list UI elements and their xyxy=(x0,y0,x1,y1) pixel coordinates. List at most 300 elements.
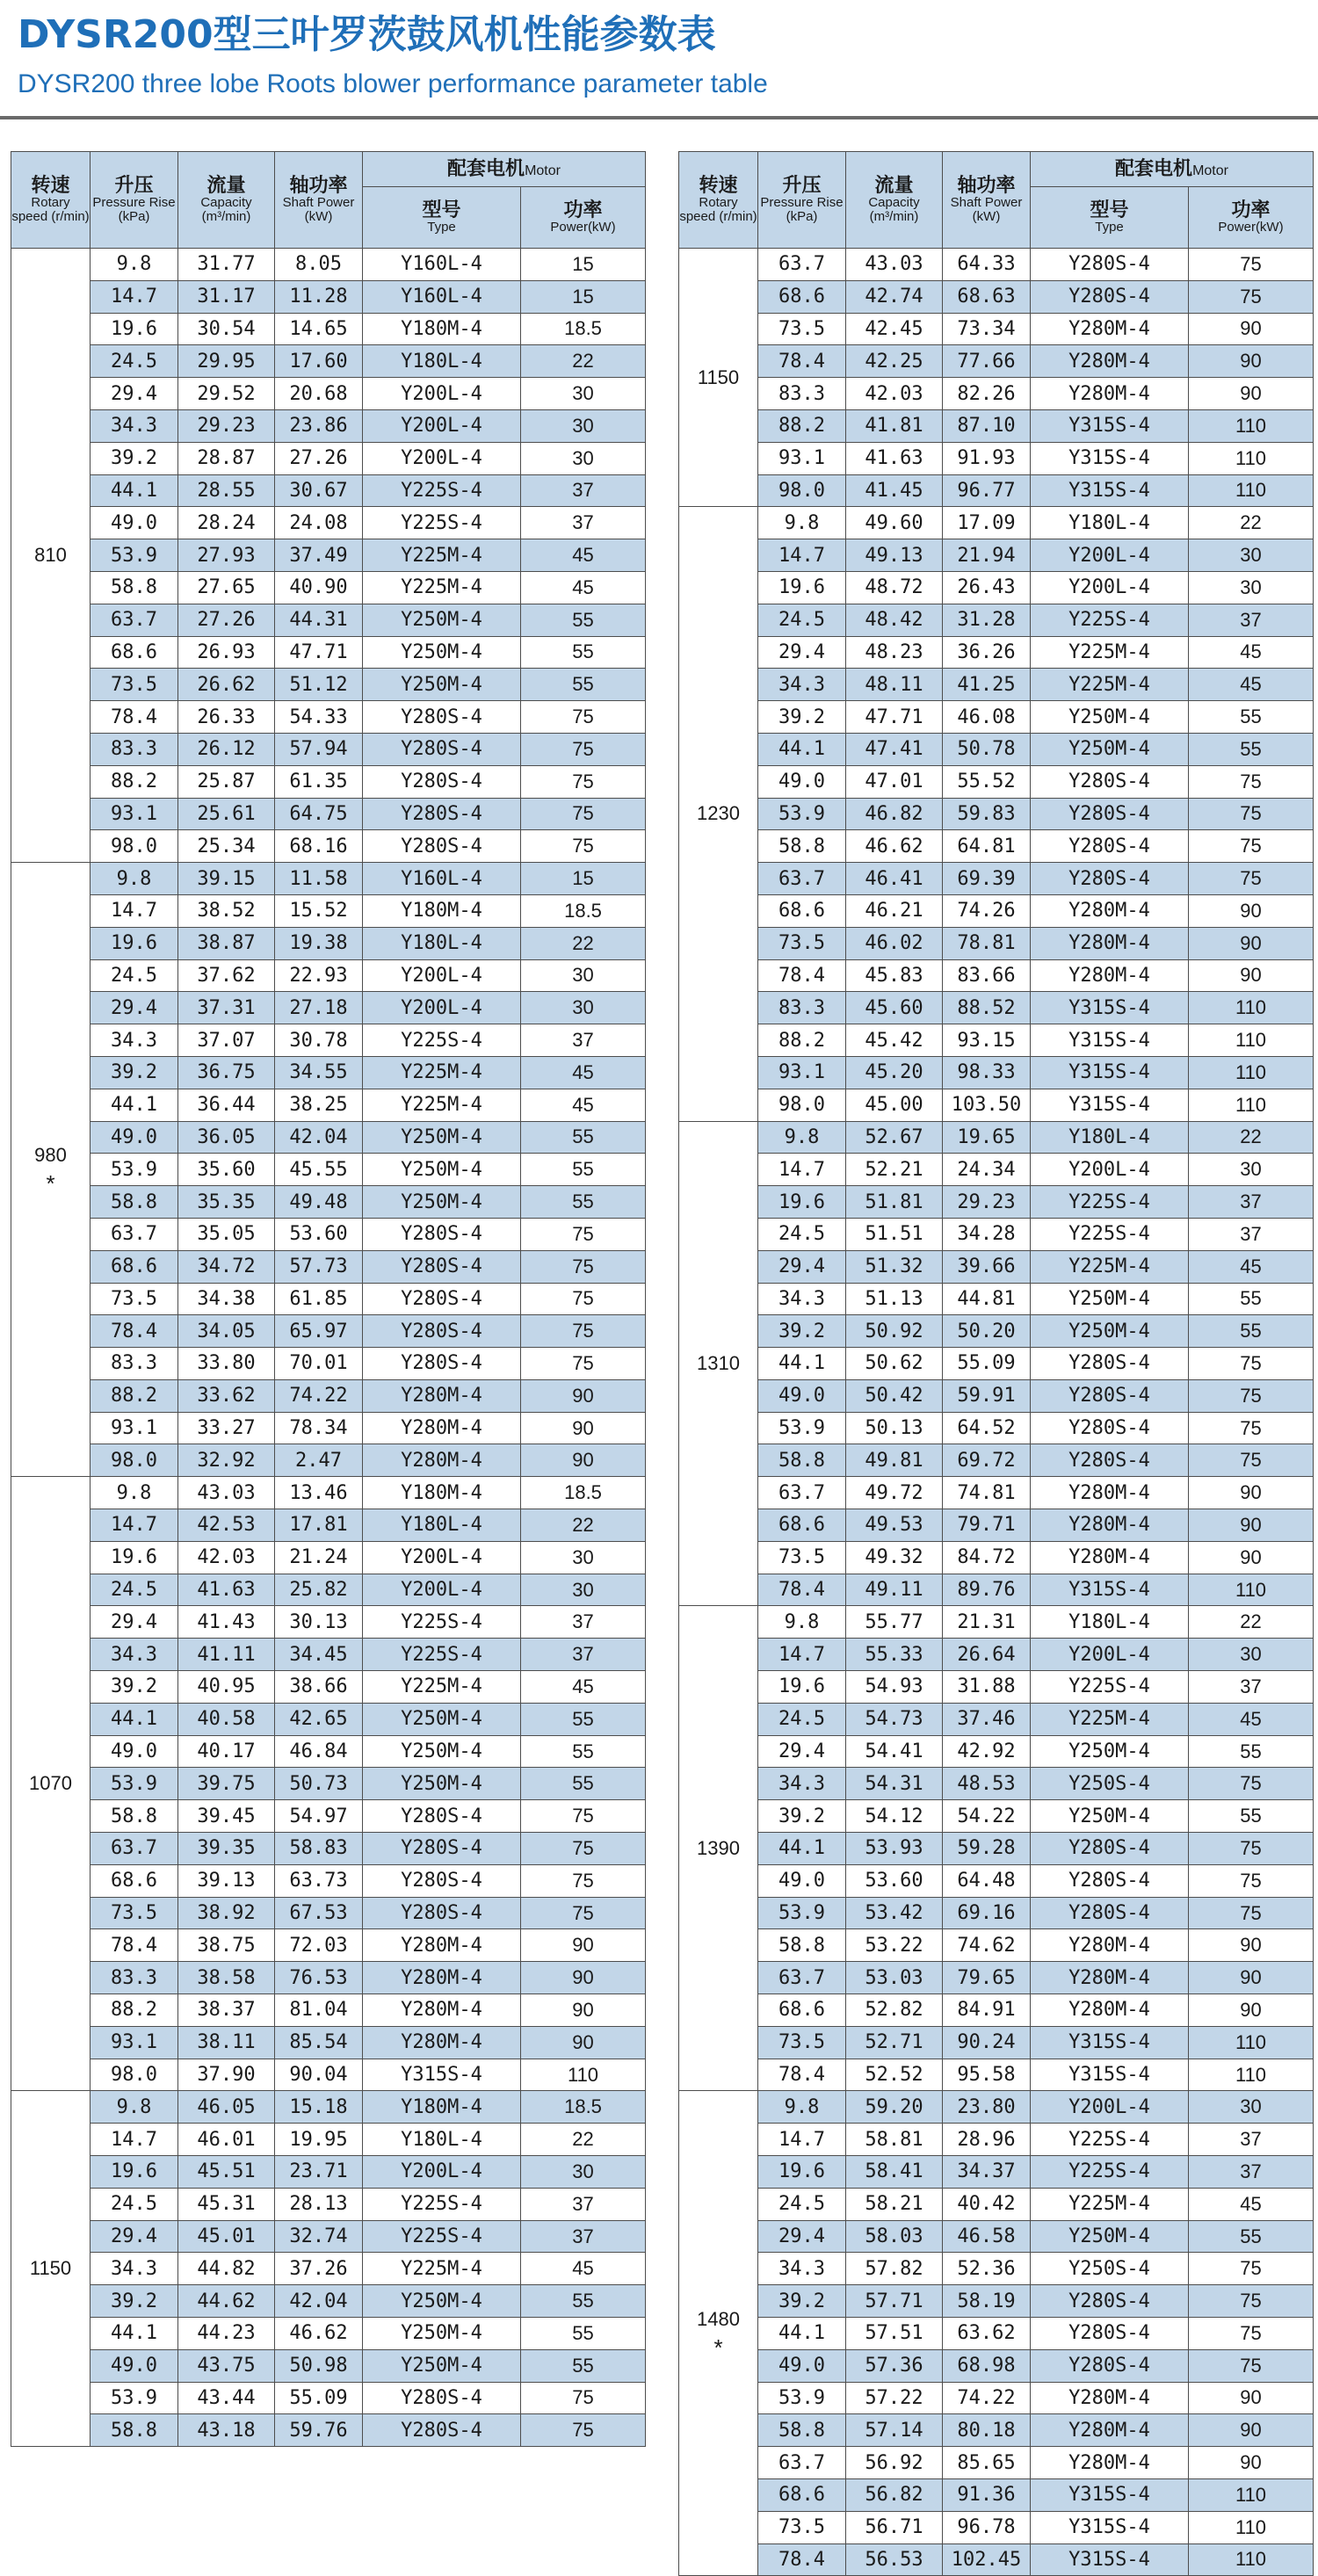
capacity-cell: 43.18 xyxy=(178,2414,275,2447)
page-title: DYSR200型三叶罗茨鼓风机性能参数表 xyxy=(18,12,716,57)
motor-type-cell: Y280S-4 xyxy=(1031,798,1189,830)
pressure-rise-cell: 83.3 xyxy=(758,992,846,1024)
motor-type-cell: Y250M-4 xyxy=(1031,701,1189,734)
motor-type-cell: Y280M-4 xyxy=(1031,2382,1189,2414)
shaft-power-cell: 47.71 xyxy=(275,636,363,669)
table-row xyxy=(11,669,646,701)
motor-type-cell: Y315S-4 xyxy=(1031,992,1189,1024)
motor-type-cell: Y280M-4 xyxy=(363,1929,521,1962)
capacity-cell: 50.13 xyxy=(846,1412,943,1444)
rotary-speed-cell xyxy=(679,507,758,1121)
capacity-cell: 52.21 xyxy=(846,1154,943,1186)
motor-type-cell: Y200L-4 xyxy=(363,409,521,442)
table-row xyxy=(11,313,646,345)
motor-type-cell: Y280S-4 xyxy=(363,1864,521,1897)
capacity-cell: 41.43 xyxy=(178,1606,275,1639)
motor-power-cell: 90 xyxy=(521,1962,646,1994)
table-row xyxy=(11,863,646,895)
table-row xyxy=(679,2253,1314,2285)
table-row xyxy=(11,1606,646,1639)
motor-type-cell: Y280S-4 xyxy=(363,1218,521,1250)
pressure-rise-cell: 44.1 xyxy=(91,2318,178,2350)
table-row xyxy=(679,2026,1314,2059)
capacity-cell: 43.03 xyxy=(178,1477,275,1509)
motor-power-cell: 90 xyxy=(1189,2382,1314,2414)
capacity-cell: 56.53 xyxy=(846,2543,943,2576)
motor-power-cell: 37 xyxy=(521,474,646,507)
motor-type-cell: Y225S-4 xyxy=(363,1024,521,1057)
shaft-power-cell: 93.15 xyxy=(943,1024,1031,1057)
rotary-speed-value: 810 xyxy=(34,544,67,567)
pressure-rise-cell: 19.6 xyxy=(91,1541,178,1574)
shaft-power-cell: 37.26 xyxy=(275,2253,363,2285)
table-row xyxy=(679,2220,1314,2253)
shaft-power-cell: 21.31 xyxy=(943,1606,1031,1639)
shaft-power-cell: 23.80 xyxy=(943,2091,1031,2124)
motor-power-cell: 45 xyxy=(1189,636,1314,669)
pressure-rise-cell: 49.0 xyxy=(91,1735,178,1768)
shaft-power-cell: 48.53 xyxy=(943,1768,1031,1800)
motor-type-cell: Y280S-4 xyxy=(1031,830,1189,863)
pressure-rise-cell: 34.3 xyxy=(91,1024,178,1057)
table-row xyxy=(679,2414,1314,2447)
capacity-cell: 57.14 xyxy=(846,2414,943,2447)
shaft-power-cell: 64.75 xyxy=(275,798,363,830)
shaft-power-cell: 85.65 xyxy=(943,2447,1031,2479)
table-row xyxy=(11,1121,646,1154)
motor-type-cell: Y225S-4 xyxy=(363,2188,521,2220)
capacity-cell: 45.60 xyxy=(846,992,943,1024)
pressure-rise-cell: 29.4 xyxy=(91,992,178,1024)
capacity-cell: 56.82 xyxy=(846,2478,943,2511)
shaft-power-cell: 44.31 xyxy=(275,604,363,636)
motor-type-cell: Y250M-4 xyxy=(363,669,521,701)
capacity-cell: 31.77 xyxy=(178,249,275,281)
capacity-cell: 25.61 xyxy=(178,798,275,830)
shaft-power-cell: 32.74 xyxy=(275,2220,363,2253)
motor-power-cell: 75 xyxy=(521,701,646,734)
table-row xyxy=(11,2091,646,2124)
motor-type-cell: Y315S-4 xyxy=(1031,2478,1189,2511)
table-row xyxy=(679,2124,1314,2156)
capacity-cell: 38.11 xyxy=(178,2026,275,2059)
table-row xyxy=(11,2059,646,2091)
table-row xyxy=(679,1639,1314,1671)
pressure-rise-cell: 39.2 xyxy=(91,1056,178,1089)
pressure-rise-cell: 29.4 xyxy=(91,2220,178,2253)
title-divider xyxy=(0,116,1318,119)
capacity-cell: 55.77 xyxy=(846,1606,943,1639)
motor-type-cell: Y250M-4 xyxy=(1031,1800,1189,1833)
capacity-cell: 35.35 xyxy=(178,1186,275,1219)
motor-type-cell: Y280S-4 xyxy=(1031,1444,1189,1477)
capacity-cell: 50.92 xyxy=(846,1315,943,1348)
pressure-rise-cell: 63.7 xyxy=(91,1833,178,1865)
table-row xyxy=(11,959,646,992)
shaft-power-cell: 74.26 xyxy=(943,894,1031,927)
table-row xyxy=(11,1639,646,1671)
motor-type-cell: Y280M-4 xyxy=(1031,1541,1189,1574)
pressure-rise-cell: 73.5 xyxy=(91,1283,178,1315)
capacity-cell: 49.13 xyxy=(846,539,943,572)
motor-type-cell: Y315S-4 xyxy=(1031,2059,1189,2091)
capacity-cell: 50.42 xyxy=(846,1379,943,1412)
motor-power-cell: 75 xyxy=(521,1833,646,1865)
motor-power-cell: 37 xyxy=(521,1606,646,1639)
table-row xyxy=(679,636,1314,669)
shaft-power-cell: 40.90 xyxy=(275,571,363,604)
pressure-rise-cell: 78.4 xyxy=(91,1315,178,1348)
pressure-rise-cell: 44.1 xyxy=(758,1833,846,1865)
pressure-rise-cell: 68.6 xyxy=(758,1994,846,2027)
shaft-power-cell: 80.18 xyxy=(943,2414,1031,2447)
motor-power-cell: 30 xyxy=(1189,571,1314,604)
motor-type-cell: Y280M-4 xyxy=(1031,345,1189,378)
shaft-power-cell: 42.92 xyxy=(943,1735,1031,1768)
motor-type-cell: Y280S-4 xyxy=(363,2414,521,2447)
shaft-power-cell: 17.81 xyxy=(275,1509,363,1542)
pressure-rise-cell: 98.0 xyxy=(758,1089,846,1121)
left-table-wrapper xyxy=(11,151,646,2447)
motor-power-cell: 30 xyxy=(521,1541,646,1574)
motor-type-cell: Y250M-4 xyxy=(1031,1735,1189,1768)
capacity-cell: 35.60 xyxy=(178,1154,275,1186)
shaft-power-cell: 96.77 xyxy=(943,474,1031,507)
pressure-rise-cell: 29.4 xyxy=(758,636,846,669)
pressure-rise-cell: 44.1 xyxy=(91,474,178,507)
table-row xyxy=(679,1056,1314,1089)
table-row xyxy=(679,927,1314,959)
motor-type-cell: Y225S-4 xyxy=(1031,604,1189,636)
motor-type-cell: Y250M-4 xyxy=(1031,1283,1189,1315)
pressure-rise-cell: 9.8 xyxy=(758,1606,846,1639)
table-row xyxy=(11,2349,646,2382)
motor-power-cell: 75 xyxy=(1189,1864,1314,1897)
shaft-power-cell: 21.94 xyxy=(943,539,1031,572)
motor-power-cell: 22 xyxy=(1189,507,1314,539)
capacity-cell: 57.51 xyxy=(846,2318,943,2350)
motor-power-cell: 75 xyxy=(521,798,646,830)
capacity-cell: 56.92 xyxy=(846,2447,943,2479)
performance-table-left xyxy=(11,151,646,2447)
shaft-power-cell: 96.78 xyxy=(943,2511,1031,2543)
table-row xyxy=(679,1121,1314,1154)
pressure-rise-cell: 44.1 xyxy=(758,2318,846,2350)
recommended-star-mark: * xyxy=(713,2334,723,2361)
motor-power-cell: 75 xyxy=(1189,830,1314,863)
pressure-rise-cell: 73.5 xyxy=(758,2026,846,2059)
motor-type-cell: Y225M-4 xyxy=(363,1056,521,1089)
table-row xyxy=(679,1994,1314,2027)
motor-type-cell: Y200L-4 xyxy=(363,378,521,410)
motor-type-cell: Y280S-4 xyxy=(1031,1348,1189,1380)
header-motor: 配套电机Motor xyxy=(1031,152,1314,187)
capacity-cell: 45.31 xyxy=(178,2188,275,2220)
shaft-power-cell: 63.62 xyxy=(943,2318,1031,2350)
shaft-power-cell: 73.34 xyxy=(943,313,1031,345)
pressure-rise-cell: 34.3 xyxy=(758,1283,846,1315)
shaft-power-cell: 54.22 xyxy=(943,1800,1031,1833)
pressure-rise-cell: 78.4 xyxy=(758,345,846,378)
motor-power-cell: 110 xyxy=(1189,2511,1314,2543)
motor-power-cell: 30 xyxy=(1189,1639,1314,1671)
pressure-rise-cell: 14.7 xyxy=(91,280,178,313)
shaft-power-cell: 74.22 xyxy=(943,2382,1031,2414)
motor-power-cell: 75 xyxy=(521,1218,646,1250)
table-row xyxy=(679,2188,1314,2220)
table-row xyxy=(679,1024,1314,1057)
motor-power-cell: 18.5 xyxy=(521,894,646,927)
shaft-power-cell: 13.46 xyxy=(275,1477,363,1509)
shaft-power-cell: 74.81 xyxy=(943,1477,1031,1509)
capacity-cell: 39.13 xyxy=(178,1864,275,1897)
motor-power-cell: 75 xyxy=(521,2414,646,2447)
capacity-cell: 49.11 xyxy=(846,1574,943,1606)
capacity-cell: 48.42 xyxy=(846,604,943,636)
pressure-rise-cell: 63.7 xyxy=(91,1218,178,1250)
pressure-rise-cell: 49.0 xyxy=(91,2349,178,2382)
pressure-rise-cell: 14.7 xyxy=(91,2124,178,2156)
table-row xyxy=(679,2382,1314,2414)
shaft-power-cell: 36.26 xyxy=(943,636,1031,669)
motor-power-cell: 75 xyxy=(1189,1833,1314,1865)
capacity-cell: 44.23 xyxy=(178,2318,275,2350)
shaft-power-cell: 85.54 xyxy=(275,2026,363,2059)
capacity-cell: 34.38 xyxy=(178,1283,275,1315)
capacity-cell: 42.03 xyxy=(178,1541,275,1574)
pressure-rise-cell: 78.4 xyxy=(758,1574,846,1606)
shaft-power-cell: 57.94 xyxy=(275,733,363,765)
pressure-rise-cell: 24.5 xyxy=(91,1574,178,1606)
motor-type-cell: Y315S-4 xyxy=(1031,1056,1189,1089)
pressure-rise-cell: 68.6 xyxy=(758,280,846,313)
motor-power-cell: 75 xyxy=(1189,1348,1314,1380)
motor-power-cell: 110 xyxy=(1189,2026,1314,2059)
motor-type-cell: Y160L-4 xyxy=(363,280,521,313)
pressure-rise-cell: 34.3 xyxy=(91,409,178,442)
motor-type-cell: Y200L-4 xyxy=(1031,539,1189,572)
shaft-power-cell: 27.18 xyxy=(275,992,363,1024)
capacity-cell: 54.31 xyxy=(846,1768,943,1800)
shaft-power-cell: 54.33 xyxy=(275,701,363,734)
motor-type-cell: Y280M-4 xyxy=(363,1379,521,1412)
capacity-cell: 42.03 xyxy=(846,378,943,410)
table-row xyxy=(11,1735,646,1768)
pressure-rise-cell: 53.9 xyxy=(91,1768,178,1800)
shaft-power-cell: 20.68 xyxy=(275,378,363,410)
shaft-power-cell: 28.13 xyxy=(275,2188,363,2220)
motor-type-cell: Y315S-4 xyxy=(1031,2511,1189,2543)
table-row xyxy=(679,1768,1314,1800)
motor-type-cell: Y200L-4 xyxy=(363,1574,521,1606)
shaft-power-cell: 15.18 xyxy=(275,2091,363,2124)
motor-type-cell: Y200L-4 xyxy=(363,992,521,1024)
capacity-cell: 38.75 xyxy=(178,1929,275,1962)
motor-power-cell: 75 xyxy=(521,1315,646,1348)
table-row xyxy=(679,539,1314,572)
pressure-rise-cell: 68.6 xyxy=(758,1509,846,1542)
motor-power-cell: 75 xyxy=(1189,1412,1314,1444)
shaft-power-cell: 8.05 xyxy=(275,249,363,281)
capacity-cell: 28.87 xyxy=(178,442,275,474)
shaft-power-cell: 59.28 xyxy=(943,1833,1031,1865)
motor-power-cell: 90 xyxy=(521,1994,646,2027)
capacity-cell: 51.51 xyxy=(846,1218,943,1250)
capacity-cell: 37.07 xyxy=(178,1024,275,1057)
motor-type-cell: Y280S-4 xyxy=(363,1348,521,1380)
capacity-cell: 52.67 xyxy=(846,1121,943,1154)
motor-power-cell: 110 xyxy=(1189,992,1314,1024)
table-row xyxy=(11,927,646,959)
rotary-speed-value: 980 xyxy=(34,1144,67,1167)
motor-power-cell: 45 xyxy=(1189,1703,1314,1735)
motor-type-cell: Y250M-4 xyxy=(363,1186,521,1219)
pressure-rise-cell: 68.6 xyxy=(91,1864,178,1897)
header-pressure: 升压 Pressure Rise (kPa) xyxy=(91,152,178,249)
motor-type-cell: Y250M-4 xyxy=(363,1121,521,1154)
motor-power-cell: 55 xyxy=(521,1121,646,1154)
motor-power-cell: 75 xyxy=(521,1250,646,1283)
pressure-rise-cell: 58.8 xyxy=(91,1186,178,1219)
shaft-power-cell: 42.04 xyxy=(275,2285,363,2318)
capacity-cell: 28.24 xyxy=(178,507,275,539)
pressure-rise-cell: 34.3 xyxy=(758,2253,846,2285)
capacity-cell: 41.63 xyxy=(846,442,943,474)
motor-power-cell: 55 xyxy=(521,636,646,669)
pressure-rise-cell: 63.7 xyxy=(91,604,178,636)
motor-type-cell: Y280M-4 xyxy=(1031,1509,1189,1542)
table-row xyxy=(11,830,646,863)
motor-power-cell: 55 xyxy=(521,1186,646,1219)
capacity-cell: 34.72 xyxy=(178,1250,275,1283)
shaft-power-cell: 30.13 xyxy=(275,1606,363,1639)
capacity-cell: 38.58 xyxy=(178,1962,275,1994)
shaft-power-cell: 39.66 xyxy=(943,1250,1031,1283)
pressure-rise-cell: 44.1 xyxy=(758,1348,846,1380)
motor-type-cell: Y280M-4 xyxy=(1031,378,1189,410)
motor-power-cell: 90 xyxy=(1189,1509,1314,1542)
shaft-power-cell: 55.52 xyxy=(943,765,1031,798)
pressure-rise-cell: 88.2 xyxy=(758,409,846,442)
rotary-speed-cell xyxy=(679,249,758,507)
motor-type-cell: Y280S-4 xyxy=(1031,2349,1189,2382)
table-row xyxy=(679,1315,1314,1348)
motor-power-cell: 90 xyxy=(1189,1477,1314,1509)
shaft-power-cell: 34.37 xyxy=(943,2156,1031,2189)
pressure-rise-cell: 29.4 xyxy=(758,2220,846,2253)
capacity-cell: 57.82 xyxy=(846,2253,943,2285)
table-row xyxy=(679,1186,1314,1219)
shaft-power-cell: 57.73 xyxy=(275,1250,363,1283)
motor-power-cell: 37 xyxy=(1189,2156,1314,2189)
shaft-power-cell: 81.04 xyxy=(275,1994,363,2027)
shaft-power-cell: 79.65 xyxy=(943,1962,1031,1994)
capacity-cell: 42.74 xyxy=(846,280,943,313)
motor-power-cell: 45 xyxy=(521,539,646,572)
shaft-power-cell: 59.83 xyxy=(943,798,1031,830)
capacity-cell: 52.52 xyxy=(846,2059,943,2091)
capacity-cell: 43.03 xyxy=(846,249,943,281)
pressure-rise-cell: 63.7 xyxy=(758,1477,846,1509)
shaft-power-cell: 52.36 xyxy=(943,2253,1031,2285)
motor-type-cell: Y280S-4 xyxy=(1031,1412,1189,1444)
pressure-rise-cell: 29.4 xyxy=(91,378,178,410)
capacity-cell: 35.05 xyxy=(178,1218,275,1250)
pressure-rise-cell: 34.3 xyxy=(758,669,846,701)
pressure-rise-cell: 9.8 xyxy=(91,1477,178,1509)
capacity-cell: 39.35 xyxy=(178,1833,275,1865)
motor-power-cell: 90 xyxy=(1189,313,1314,345)
shaft-power-cell: 64.48 xyxy=(943,1864,1031,1897)
motor-power-cell: 90 xyxy=(521,1929,646,1962)
table-row xyxy=(11,1186,646,1219)
motor-type-cell: Y225M-4 xyxy=(1031,1703,1189,1735)
motor-power-cell: 90 xyxy=(1189,894,1314,927)
pressure-rise-cell: 73.5 xyxy=(758,2511,846,2543)
capacity-cell: 27.93 xyxy=(178,539,275,572)
table-row xyxy=(11,894,646,927)
header-capacity: 流量 Capacity (m³/min) xyxy=(846,152,943,249)
motor-power-cell: 75 xyxy=(1189,1768,1314,1800)
capacity-cell: 43.44 xyxy=(178,2382,275,2414)
pressure-rise-cell: 44.1 xyxy=(91,1703,178,1735)
pressure-rise-cell: 78.4 xyxy=(91,1929,178,1962)
table-row xyxy=(679,1089,1314,1121)
motor-power-cell: 110 xyxy=(1189,2543,1314,2576)
table-row xyxy=(11,1218,646,1250)
shaft-power-cell: 23.86 xyxy=(275,409,363,442)
motor-power-cell: 45 xyxy=(521,1089,646,1121)
motor-type-cell: Y280M-4 xyxy=(1031,313,1189,345)
motor-type-cell: Y280M-4 xyxy=(363,2026,521,2059)
pressure-rise-cell: 88.2 xyxy=(758,1024,846,1057)
table-row xyxy=(679,1412,1314,1444)
motor-power-cell: 30 xyxy=(521,2156,646,2189)
shaft-power-cell: 37.49 xyxy=(275,539,363,572)
motor-power-cell: 75 xyxy=(1189,1444,1314,1477)
header-shaft-power: 轴功率 Shaft Power (kW) xyxy=(275,152,363,249)
shaft-power-cell: 103.50 xyxy=(943,1089,1031,1121)
pressure-rise-cell: 98.0 xyxy=(91,1444,178,1477)
pressure-rise-cell: 73.5 xyxy=(758,927,846,959)
shaft-power-cell: 102.45 xyxy=(943,2543,1031,2576)
table-row xyxy=(11,2285,646,2318)
table-row xyxy=(11,409,646,442)
capacity-cell: 34.05 xyxy=(178,1315,275,1348)
motor-power-cell: 18.5 xyxy=(521,2091,646,2124)
motor-power-cell: 30 xyxy=(1189,539,1314,572)
capacity-cell: 47.71 xyxy=(846,701,943,734)
pressure-rise-cell: 39.2 xyxy=(758,1800,846,1833)
shaft-power-cell: 69.72 xyxy=(943,1444,1031,1477)
motor-power-cell: 90 xyxy=(1189,1994,1314,2027)
shaft-power-cell: 64.33 xyxy=(943,249,1031,281)
shaft-power-cell: 44.81 xyxy=(943,1283,1031,1315)
rotary-speed-cell xyxy=(11,249,91,863)
table-row xyxy=(679,2349,1314,2382)
pressure-rise-cell: 53.9 xyxy=(91,2382,178,2414)
shaft-power-cell: 64.52 xyxy=(943,1412,1031,1444)
motor-power-cell: 55 xyxy=(1189,2220,1314,2253)
table-row xyxy=(679,1379,1314,1412)
motor-type-cell: Y315S-4 xyxy=(1031,1089,1189,1121)
shaft-power-cell: 59.91 xyxy=(943,1379,1031,1412)
motor-type-cell: Y280M-4 xyxy=(1031,959,1189,992)
motor-power-cell: 75 xyxy=(521,1800,646,1833)
table-row xyxy=(11,1315,646,1348)
shaft-power-cell: 46.62 xyxy=(275,2318,363,2350)
motor-type-cell: Y280M-4 xyxy=(1031,927,1189,959)
